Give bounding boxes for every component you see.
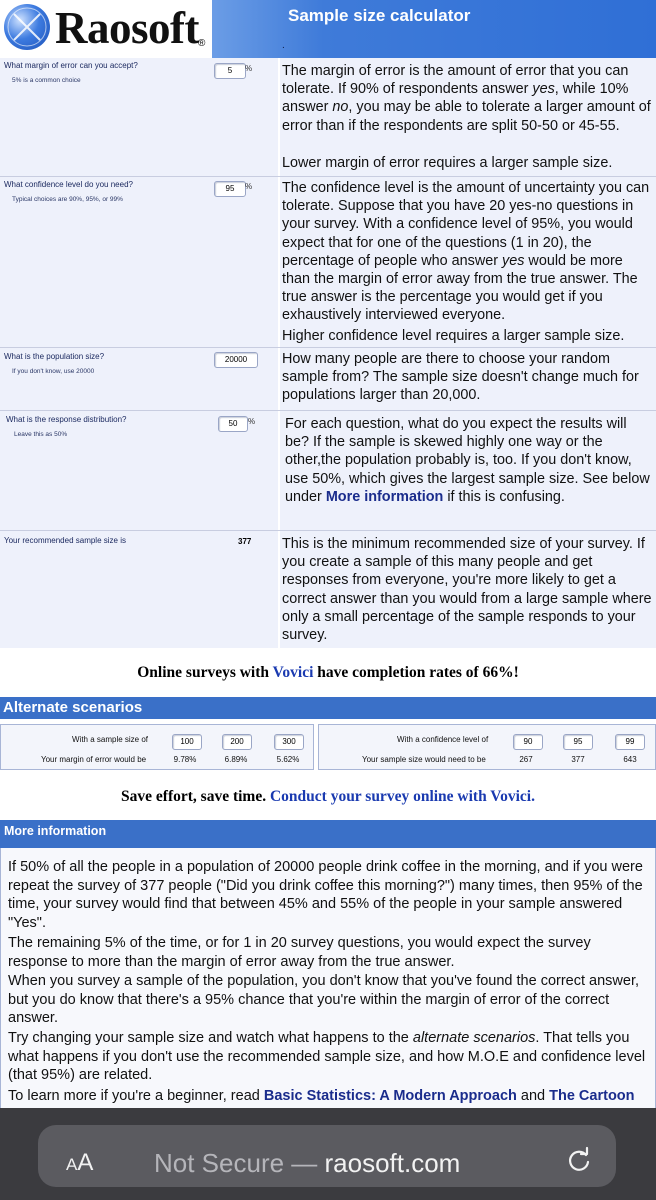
alt-confidence-input-1[interactable] bbox=[513, 734, 543, 750]
page-title: Sample size calculator bbox=[288, 6, 471, 25]
more-info-paragraph-3: When you survey a sample of the population, you don't know that you've found the correct answer, but you do know that there's a 95% chance that you're within the margin of error of the correct answer. bbox=[8, 973, 640, 1027]
more-info-paragraph-1: If 50% of all the people in a population of 20000 people drink coffee in the morning, and if you were repeat the survey of 377 people ("Did you drink coffee this morning?") many times, then 95% of the time, your survey would find that between 45% and 55% of the people in your sample answered "Yes". bbox=[8, 859, 643, 931]
alt-confidence-input-3[interactable] bbox=[615, 734, 645, 750]
confidence-higher-note: Higher confidence level requires a larger sample size. bbox=[282, 328, 625, 344]
more-info-paragraph-5: To learn more if you're a beginner, read Basic Statistics: A Modern Approach and The Cartoon bbox=[8, 1087, 648, 1124]
margin-explanation: The margin of error is the amount of error that you can tolerate. If 90% of respondents answer yes, while 10% answer no, you may be able to tolerate a larger amount of error than if the respondents are split 50-50 or 45-55. bbox=[282, 63, 651, 134]
distribution-hint: Leave this as 50% bbox=[14, 431, 68, 438]
divider bbox=[0, 347, 656, 348]
alt-needed-value-2: 377 bbox=[571, 755, 585, 764]
more-info-paragraph-4: Try changing your sample size and watch what happens to the alternate scenarios. That tells you what happens if you don't use the recommended sample size, and how M.O.E and confidence level (that 95%) are related. bbox=[8, 1030, 646, 1084]
title-dot: . bbox=[282, 40, 285, 51]
conduct-survey-link[interactable]: Conduct your survey online with Vovici. bbox=[269, 788, 535, 805]
margin-hint: 5% is a common choice bbox=[12, 77, 81, 84]
logo-registered: ® bbox=[198, 38, 206, 49]
distribution-question: What is the response distribution? bbox=[6, 415, 127, 424]
logo-text: Raosoft bbox=[55, 3, 199, 53]
logo-globe-icon bbox=[4, 4, 50, 50]
vovici-link[interactable]: Vovici bbox=[272, 664, 314, 681]
alt-confidence-input-2[interactable] bbox=[563, 734, 593, 750]
more-information-header: More information bbox=[0, 820, 656, 848]
alt-sample-input-2[interactable] bbox=[222, 734, 252, 750]
alt-margin-value-3: 5.62% bbox=[276, 755, 300, 764]
distribution-unit: % bbox=[248, 417, 256, 426]
not-secure-label: Not Secure — bbox=[154, 1148, 325, 1178]
logo[interactable] bbox=[0, 0, 212, 58]
alt-needed-label: Your sample size would need to be bbox=[362, 755, 486, 764]
divider bbox=[0, 176, 656, 177]
save-effort-banner: Save effort, save time. Conduct your survey online with Vovici. bbox=[121, 788, 535, 805]
alt-needed-value-1: 267 bbox=[519, 755, 533, 764]
more-information-link[interactable]: More information bbox=[325, 488, 444, 505]
divider bbox=[0, 410, 656, 411]
margin-question: What margin of error can you accept? bbox=[4, 61, 138, 70]
population-question: What is the population size? bbox=[4, 352, 105, 361]
alt-margin-value-1: 9.78% bbox=[173, 755, 197, 764]
margin-unit: % bbox=[245, 64, 253, 73]
confidence-hint: Typical choices are 90%, 95%, or 99% bbox=[12, 196, 123, 203]
domain-label: raosoft.com bbox=[324, 1148, 461, 1178]
population-hint: If you don't know, use 20000 bbox=[12, 368, 95, 375]
alt-confidence-label: With a confidence level of bbox=[397, 735, 489, 744]
result-label: Your recommended sample size is bbox=[4, 536, 126, 545]
reader-aa-button[interactable]: AA bbox=[66, 1149, 94, 1176]
population-size-input[interactable] bbox=[214, 352, 258, 368]
alt-margin-value-2: 6.89% bbox=[224, 755, 248, 764]
recommended-sample-size: 377 bbox=[238, 537, 252, 546]
confidence-unit: % bbox=[245, 182, 253, 191]
confidence-level-input[interactable] bbox=[214, 181, 246, 197]
divider bbox=[0, 530, 656, 531]
confidence-question: What confidence level do you need? bbox=[4, 180, 133, 189]
distribution-explanation: For each question, what do you expect the results will be? If the sample is skewed highly one way or the other,the population probably is, too. If you don't know, use 50%, which gives the largest sample size. See below under More information if this is confusing. bbox=[285, 416, 650, 505]
cartoon-guide-link[interactable]: The Cartoon bbox=[549, 1088, 635, 1104]
result-explanation: This is the minimum recommended size of your survey. If you create a sample of this many people and get responses from everyone, you're more likely to get a correct answer than you would from a large sample where only a small percentage of the sample responds to your survey. bbox=[282, 536, 652, 644]
alt-needed-value-3: 643 bbox=[623, 755, 637, 764]
margin-of-error-input[interactable] bbox=[214, 63, 246, 79]
vovici-banner: Online surveys with Vovici have completion rates of 66%! bbox=[137, 664, 519, 681]
more-info-paragraph-2: The remaining 5% of the time, or for 1 in 20 survey questions, you would expect the survey response to more than the margin of error away from the true answer. bbox=[8, 935, 591, 970]
alt-sample-input-1[interactable] bbox=[172, 734, 202, 750]
response-distribution-input[interactable] bbox=[218, 416, 248, 432]
url-display[interactable] bbox=[154, 1148, 460, 1179]
alternate-scenarios-header: Alternate scenarios bbox=[0, 697, 656, 719]
alt-margin-label: Your margin of error would be bbox=[41, 755, 147, 764]
reload-icon[interactable] bbox=[564, 1146, 594, 1176]
basic-statistics-link[interactable]: Basic Statistics: A Modern Approach bbox=[263, 1088, 517, 1104]
population-explanation: How many people are there to choose your random sample from? The sample size doesn't change much for populations larger than 20,000. bbox=[282, 351, 639, 404]
confidence-explanation: The confidence level is the amount of uncertainty you can tolerate. Suppose that you have 20 yes-no questions in your survey. With a confidence level of 95%, you would expect that for one of the questions (1 in 20), the percentage of people who answer yes would be more than the margin of error away from the true answer. The true answer is the percentage you would get if you exhaustively interviewed everyone. bbox=[282, 180, 650, 324]
alt-sample-input-3[interactable] bbox=[274, 734, 304, 750]
margin-lower-note: Lower margin of error requires a larger sample size. bbox=[282, 155, 613, 171]
alt-sample-label: With a sample size of bbox=[72, 735, 149, 744]
